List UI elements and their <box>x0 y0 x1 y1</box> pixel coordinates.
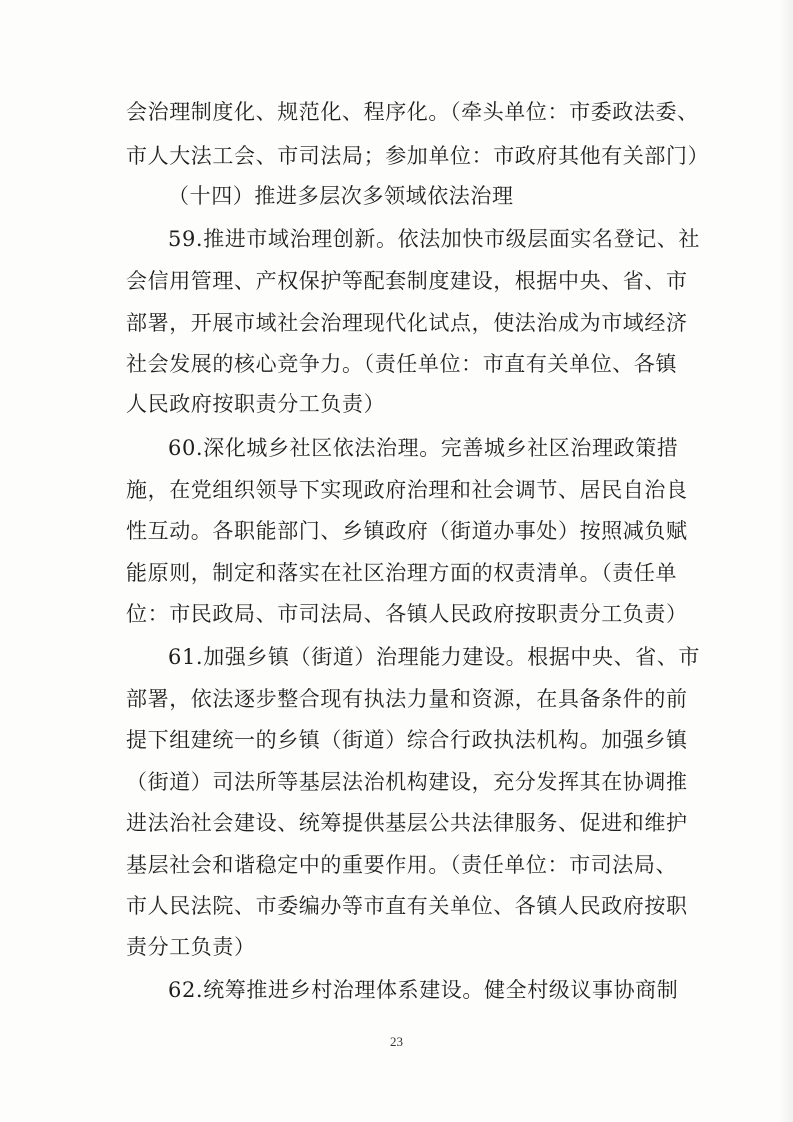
text-line-5: 会信用管理、产权保护等配套制度建设，根据中央、省、市 <box>126 269 688 293</box>
text-line-15: 部署，依法逐步整合现有执法力量和资源，在具备条件的前 <box>126 687 688 711</box>
text-line-16: 提下组建统一的乡镇（街道）综合行政执法机构。加强乡镇 <box>126 728 688 752</box>
text-line-20: 市人民法院、市委编办等市直有关单位、各镇人民政府按职 <box>126 894 688 918</box>
text-line-21: 责分工负责） <box>126 935 256 959</box>
text-line-19: 基层社会和谐稳定中的重要作用。（责任单位：市司法局、 <box>126 853 678 877</box>
item-61-title-line: 61.加强乡镇（街道）治理能力建设。根据中央、省、市 <box>168 645 700 669</box>
text-line-12: 能原则，制定和落实在社区治理方面的权责清单。（责任单 <box>126 561 678 585</box>
item-60-title-line: 60.深化城乡社区依法治理。完善城乡社区治理政策措 <box>168 436 679 460</box>
text-line-11: 性互动。各职能部门、乡镇政府（街道办事处）按照减负赋 <box>126 519 688 543</box>
text-line-13: 位：市民政局、市司法局、各镇人民政府按职责分工负责） <box>126 602 688 626</box>
text-line-17: （街道）司法所等基层法治机构建设，充分发挥其在协调推 <box>126 770 688 794</box>
text-line-8: 人民政府按职责分工负责） <box>126 392 386 416</box>
text-line-10: 施，在党组织领导下实现政府治理和社会调节、居民自治良 <box>126 478 688 502</box>
page-number: 23 <box>390 1034 403 1049</box>
text-line-1: 会治理制度化、规范化、程序化。（牵头单位：市委政法委、 <box>126 100 699 124</box>
text-line-2: 市人大法工会、市司法局；参加单位：市政府其他有关部门） <box>126 144 710 168</box>
item-59-title-line: 59.推进市域治理创新。依法加快市级层面实名登记、社 <box>168 227 700 251</box>
item-62-title-line: 62.统筹推进乡村治理体系建设。健全村级议事协商制 <box>168 978 679 1002</box>
text-line-7: 社会发展的核心竞争力。（责任单位：市直有关单位、各镇 <box>126 352 678 376</box>
section-heading-14: （十四）推进多层次多领域依法治理 <box>168 184 514 208</box>
scan-edge-shadow <box>779 0 793 1122</box>
text-line-6: 部署，开展市域社会治理现代化试点，使法治成为市域经济 <box>126 311 688 335</box>
text-line-18: 进法治社会建设、统筹提供基层公共法律服务、促进和维护 <box>126 811 688 835</box>
